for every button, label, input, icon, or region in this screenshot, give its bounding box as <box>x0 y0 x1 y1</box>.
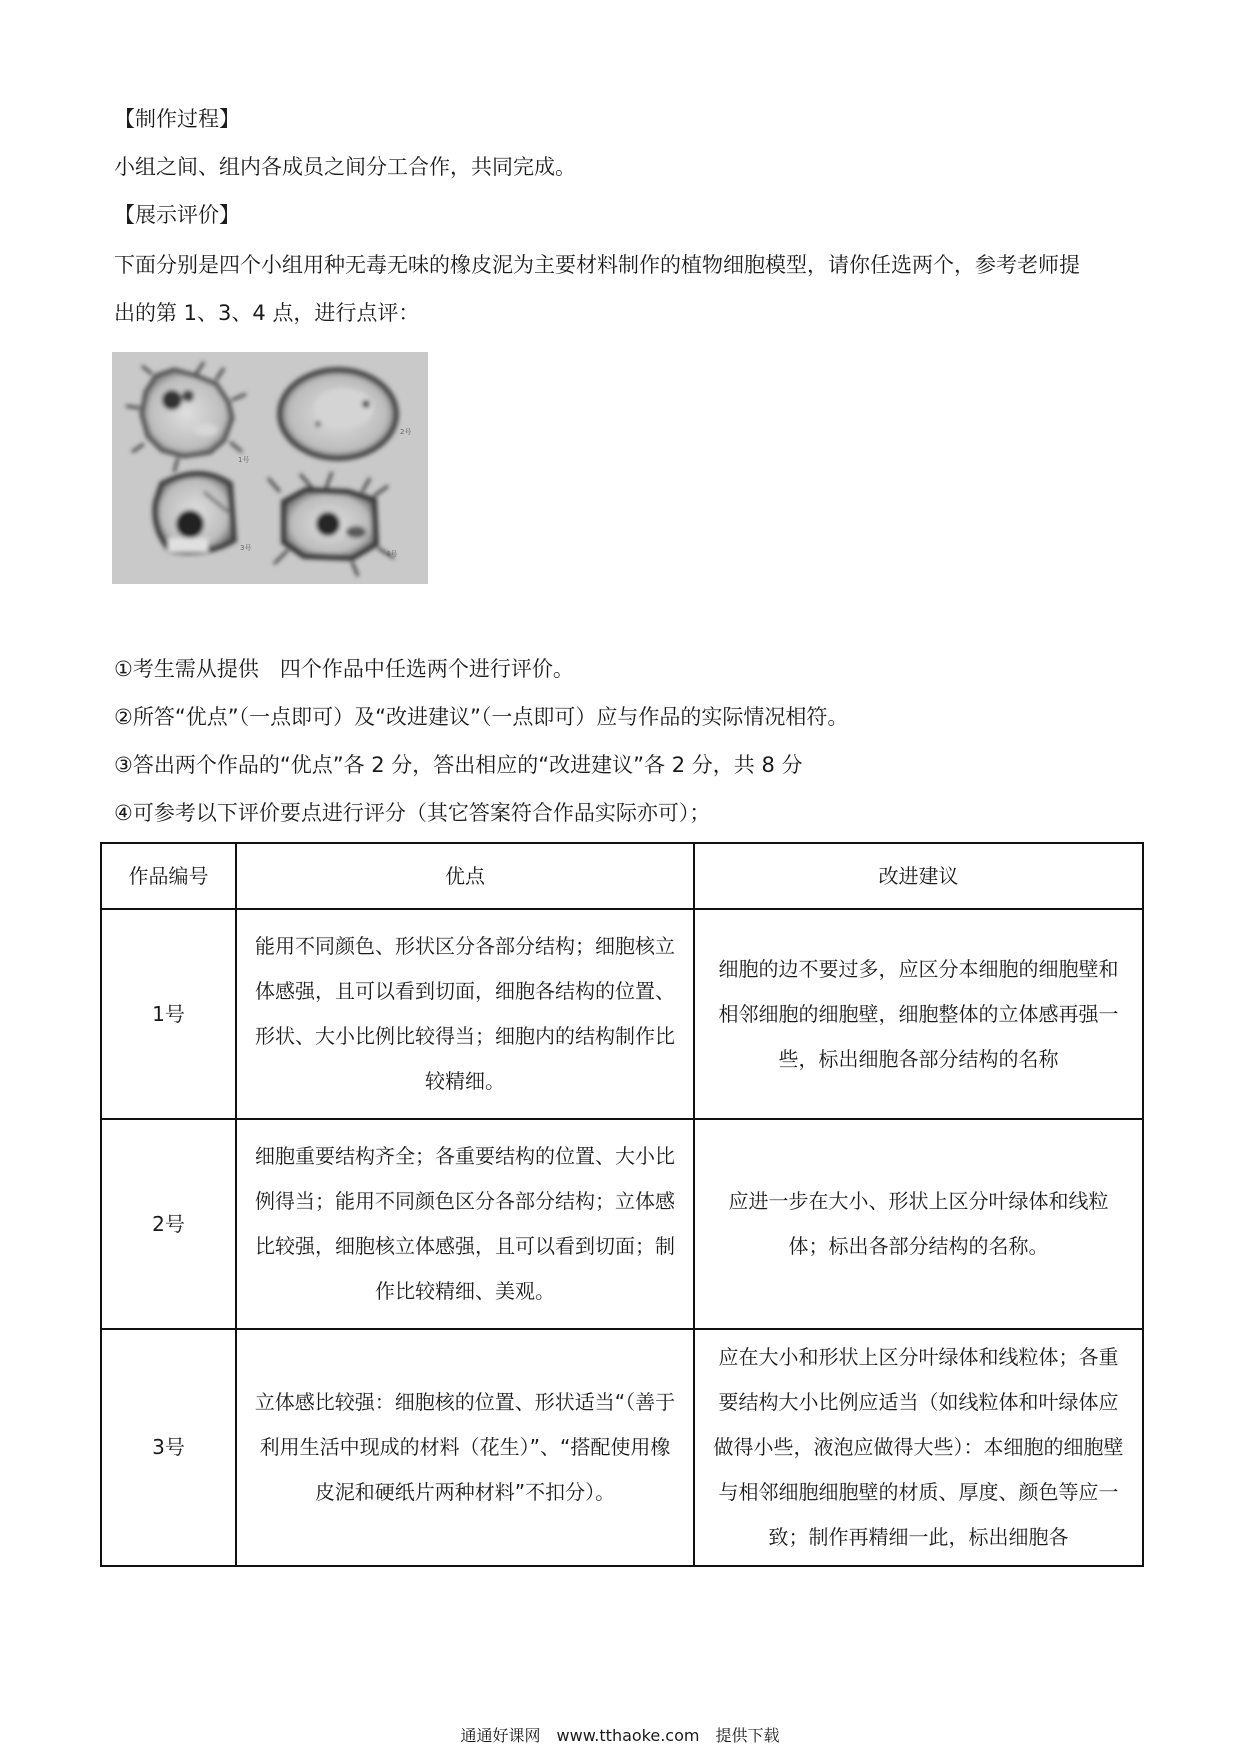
criterion-3: ③答出两个作品的“优点”各 2 分，答出相应的“改进建议”各 2 分，共 8 分 <box>114 753 803 777</box>
criterion-2: ②所答“优点”（一点即可）及“改进建议”（一点即可）应与作品的实际情况相符。 <box>114 705 849 729</box>
cell-model-2 <box>280 370 396 458</box>
row-work-id: 2号 <box>101 1119 236 1329</box>
review-intro-line1: 下面分别是四个小组用种无毒无味的橡皮泥为主要材料制作的植物细胞模型，请你任选两个，参考老师提 <box>114 253 1080 277</box>
row-work-id: 3号 <box>101 1329 236 1566</box>
table-row <box>101 909 1143 1119</box>
header-suggestions: 改进建议 <box>694 843 1143 909</box>
row-merits: 能用不同颜色、形状区分各部分结构；细胞核立体感强，且可以看到切面，细胞各结构的位置、形状、大小比例比较得当；细胞内的结构制作比较精细。 <box>236 909 694 1119</box>
row-suggestion: 细胞的边不要过多，应区分本细胞的细胞壁和相邻细胞的细胞壁，细胞整体的立体感再强一些，标出细胞各部分结构的名称 <box>694 909 1143 1119</box>
row-suggestion: 应在大小和形状上区分叶绿体和线粒体；各重要结构大小比例应适当（如线粒体和叶绿体应做得小些，液泡应做得大些）：本细胞的细胞壁与相邻细胞细胞壁的材质、厚度、颜色等应一致；制作再精细一此，标出细胞各 <box>694 1329 1143 1566</box>
criterion-1: ①考生需从提供 四个作品中任选两个进行评价。 <box>114 657 574 681</box>
photo-label-4: 4号 <box>386 550 398 558</box>
table-row <box>101 1119 1143 1329</box>
review-heading: 【展示评价】 <box>114 203 240 227</box>
process-text: 小组之间、组内各成员之间分工合作，共同完成。 <box>114 155 576 179</box>
photo-label-3: 3号 <box>240 544 252 552</box>
row-work-id: 1号 <box>101 909 236 1119</box>
cell-models-photo <box>112 352 428 584</box>
criterion-4: ④可参考以下评价要点进行评分（其它答案符合作品实际亦可）； <box>114 801 711 825</box>
table-header-row <box>101 843 1143 909</box>
review-intro-line2: 出的第 1、3、4 点，进行点评： <box>114 301 420 325</box>
header-work-id: 作品编号 <box>101 843 236 909</box>
photo-label-2: 2号 <box>400 428 412 436</box>
scoring-table <box>100 842 1144 1567</box>
row-merits: 细胞重要结构齐全；各重要结构的位置、大小比例得当；能用不同颜色区分各部分结构；立体感比较强，细胞核立体感强，且可以看到切面；制作比较精细、美观。 <box>236 1119 694 1329</box>
header-merits: 优点 <box>236 843 694 909</box>
process-heading: 【制作过程】 <box>114 107 240 131</box>
cell-model-3 <box>155 474 234 552</box>
photo-label-1: 1号 <box>238 456 250 464</box>
table-row <box>101 1329 1143 1566</box>
page-footer: 通通好课网 www.tthaoke.com 提供下载 <box>460 1726 780 1745</box>
row-suggestion: 应进一步在大小、形状上区分叶绿体和线粒体；标出各部分结构的名称。 <box>694 1119 1143 1329</box>
row-merits: 立体感比较强：细胞核的位置、形状适当“（善于利用生活中现成的材料（花生）”、“搭配使用橡皮泥和硬纸片两种材料”不扣分）。 <box>236 1329 694 1566</box>
